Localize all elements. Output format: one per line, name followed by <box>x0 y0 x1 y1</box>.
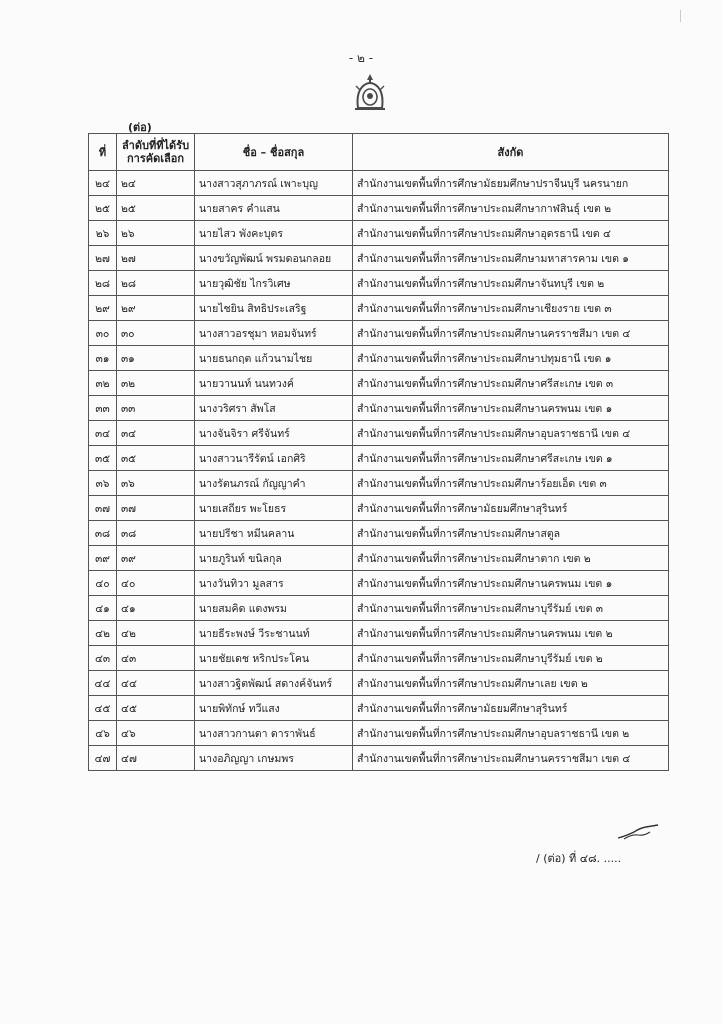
table-row <box>89 421 669 446</box>
row-number: ๒๔ <box>89 171 117 196</box>
row-rank: ๔๔ <box>117 671 195 696</box>
row-number: ๓๗ <box>89 496 117 521</box>
row-number: ๔๐ <box>89 571 117 596</box>
table-row <box>89 621 669 646</box>
row-number: ๓๒ <box>89 371 117 396</box>
row-number: ๒๖ <box>89 221 117 246</box>
table-row <box>89 446 669 471</box>
row-rank: ๒๙ <box>117 296 195 321</box>
row-affiliation: สำนักงานเขตพื้นที่การศึกษาประถมศึกษาศรีสะเกษ เขต ๑ <box>353 446 669 471</box>
row-affiliation: สำนักงานเขตพื้นที่การศึกษาประถมศึกษาบุรีรัมย์ เขต ๓ <box>353 596 669 621</box>
row-name: นางจันจิรา ศรีจันทร์ <box>195 421 353 446</box>
row-affiliation: สำนักงานเขตพื้นที่การศึกษาประถมศึกษากาฬสินธุ์ เขต ๒ <box>353 196 669 221</box>
row-number: ๔๕ <box>89 696 117 721</box>
row-number: ๔๔ <box>89 671 117 696</box>
row-affiliation: สำนักงานเขตพื้นที่การศึกษาประถมศึกษาจันทบุรี เขต ๒ <box>353 271 669 296</box>
row-name: นายธีระพงษ์ วีระชานนท์ <box>195 621 353 646</box>
table-row <box>89 321 669 346</box>
row-rank: ๓๑ <box>117 346 195 371</box>
table-row <box>89 721 669 746</box>
table-row <box>89 296 669 321</box>
header-no: ที่ <box>89 134 117 171</box>
row-affiliation: สำนักงานเขตพื้นที่การศึกษาประถมศึกษาปทุมธานี เขต ๑ <box>353 346 669 371</box>
table-row <box>89 546 669 571</box>
row-number: ๒๙ <box>89 296 117 321</box>
row-name: นางขวัญพัฒน์ พรมดอนกลอย <box>195 246 353 271</box>
header-name: ชื่อ – ชื่อสกุล <box>195 134 353 171</box>
row-rank: ๒๕ <box>117 196 195 221</box>
row-affiliation: สำนักงานเขตพื้นที่การศึกษาประถมศึกษามหาสารคาม เขต ๑ <box>353 246 669 271</box>
row-name: นายปรีชา หมีนคลาน <box>195 521 353 546</box>
row-rank: ๓๓ <box>117 396 195 421</box>
row-rank: ๓๘ <box>117 521 195 546</box>
header-affiliation: สังกัด <box>353 134 669 171</box>
corner-mark <box>680 10 681 22</box>
table-row <box>89 746 669 771</box>
row-affiliation: สำนักงานเขตพื้นที่การศึกษามัธยมศึกษาสุรินทร์ <box>353 696 669 721</box>
row-affiliation: สำนักงานเขตพื้นที่การศึกษาประถมศึกษาอุบลราชธานี เขต ๔ <box>353 421 669 446</box>
continued-label: (ต่อ) <box>128 121 152 134</box>
table-row <box>89 596 669 621</box>
row-affiliation: สำนักงานเขตพื้นที่การศึกษาประถมศึกษานครราชสีมา เขต ๔ <box>353 321 669 346</box>
signature-icon <box>616 822 660 842</box>
row-rank: ๓๗ <box>117 496 195 521</box>
row-affiliation: สำนักงานเขตพื้นที่การศึกษาประถมศึกษาร้อยเอ็ด เขต ๓ <box>353 471 669 496</box>
table-row <box>89 171 669 196</box>
row-rank: ๔๖ <box>117 721 195 746</box>
row-number: ๔๓ <box>89 646 117 671</box>
row-number: ๓๔ <box>89 421 117 446</box>
row-rank: ๔๒ <box>117 621 195 646</box>
ministry-emblem-icon <box>350 72 390 112</box>
row-rank: ๔๕ <box>117 696 195 721</box>
row-affiliation: สำนักงานเขตพื้นที่การศึกษาประถมศึกษาศรีสะเกษ เขต ๓ <box>353 371 669 396</box>
row-name: นายภูรินท์ ขนิลกุล <box>195 546 353 571</box>
row-name: นางสาวนารีรัตน์ เอกศิริ <box>195 446 353 471</box>
row-rank: ๒๗ <box>117 246 195 271</box>
row-affiliation: สำนักงานเขตพื้นที่การศึกษาประถมศึกษาเลย เขต ๒ <box>353 671 669 696</box>
row-number: ๓๕ <box>89 446 117 471</box>
row-number: ๒๕ <box>89 196 117 221</box>
row-number: ๔๖ <box>89 721 117 746</box>
table-row <box>89 196 669 221</box>
table-row <box>89 671 669 696</box>
row-rank: ๓๒ <box>117 371 195 396</box>
table-row <box>89 221 669 246</box>
row-name: นางสาวกานดา ดาราพันธ์ <box>195 721 353 746</box>
row-affiliation: สำนักงานเขตพื้นที่การศึกษาประถมศึกษาสตูล <box>353 521 669 546</box>
row-rank: ๒๖ <box>117 221 195 246</box>
row-affiliation: สำนักงานเขตพื้นที่การศึกษาประถมศึกษานครราชสีมา เขต ๔ <box>353 746 669 771</box>
row-number: ๓๙ <box>89 546 117 571</box>
table-row <box>89 571 669 596</box>
row-rank: ๓๔ <box>117 421 195 446</box>
row-name: นางอภิญญา เกษมพร <box>195 746 353 771</box>
row-number: ๓๓ <box>89 396 117 421</box>
table-header-row <box>89 134 669 171</box>
row-name: นางสาวสุภาภรณ์ เพาะบุญ <box>195 171 353 196</box>
row-number: ๓๐ <box>89 321 117 346</box>
row-name: นายธนกฤต แก้วนามไชย <box>195 346 353 371</box>
table-row <box>89 646 669 671</box>
row-rank: ๒๔ <box>117 171 195 196</box>
table-row <box>89 271 669 296</box>
row-affiliation: สำนักงานเขตพื้นที่การศึกษามัธยมศึกษาปราจีนบุรี นครนายก <box>353 171 669 196</box>
row-rank: ๓๐ <box>117 321 195 346</box>
row-number: ๓๑ <box>89 346 117 371</box>
row-affiliation: สำนักงานเขตพื้นที่การศึกษาประถมศึกษานครพนม เขต ๑ <box>353 571 669 596</box>
row-name: นายสาคร คำแสน <box>195 196 353 221</box>
row-name: นายวุฒิชัย ไกรวิเศษ <box>195 271 353 296</box>
table-row <box>89 496 669 521</box>
row-rank: ๓๙ <box>117 546 195 571</box>
row-rank: ๔๐ <box>117 571 195 596</box>
row-number: ๒๗ <box>89 246 117 271</box>
row-name: นางสาวอรชุมา หอมจันทร์ <box>195 321 353 346</box>
continuation-note: / (ต่อ) ที่ ๔๘. ..... <box>536 852 622 865</box>
row-affiliation: สำนักงานเขตพื้นที่การศึกษาประถมศึกษาบุรีรัมย์ เขต ๒ <box>353 646 669 671</box>
row-rank: ๓๕ <box>117 446 195 471</box>
row-affiliation: สำนักงานเขตพื้นที่การศึกษาประถมศึกษานครพนม เขต ๒ <box>353 621 669 646</box>
row-name: นายชัยเดช หริกประโคน <box>195 646 353 671</box>
row-name: นางสาวฐิตพัฒน์ สดางค์จันทร์ <box>195 671 353 696</box>
selection-table <box>88 133 669 771</box>
row-affiliation: สำนักงานเขตพื้นที่การศึกษามัธยมศึกษาสุรินทร์ <box>353 496 669 521</box>
row-rank: ๓๖ <box>117 471 195 496</box>
row-name: นายไชยิน สิทธิประเสริฐ <box>195 296 353 321</box>
row-name: นางวริศรา สัพโส <box>195 396 353 421</box>
page-number: - ๒ - <box>348 51 374 65</box>
row-rank: ๔๗ <box>117 746 195 771</box>
table-row <box>89 696 669 721</box>
row-affiliation: สำนักงานเขตพื้นที่การศึกษาประถมศึกษาอุดรธานี เขต ๔ <box>353 221 669 246</box>
header-rank: ลำดับที่ที่ได้รับการคัดเลือก <box>117 134 195 171</box>
row-rank: ๔๓ <box>117 646 195 671</box>
row-rank: ๒๘ <box>117 271 195 296</box>
row-affiliation: สำนักงานเขตพื้นที่การศึกษาประถมศึกษาอุบลราชธานี เขต ๒ <box>353 721 669 746</box>
row-number: ๒๘ <box>89 271 117 296</box>
table-row <box>89 346 669 371</box>
row-name: นายไสว พังคะบุตร <box>195 221 353 246</box>
row-rank: ๔๑ <box>117 596 195 621</box>
row-number: ๔๑ <box>89 596 117 621</box>
row-name: นางวันทิวา มูลสาร <box>195 571 353 596</box>
row-affiliation: สำนักงานเขตพื้นที่การศึกษาประถมศึกษาตาก เขต ๒ <box>353 546 669 571</box>
row-name: นายพิทักษ์ ทวีแสง <box>195 696 353 721</box>
table-row <box>89 521 669 546</box>
table-row <box>89 371 669 396</box>
table-body <box>89 171 669 771</box>
row-name: นายวานนท์ นนทวงค์ <box>195 371 353 396</box>
table-row <box>89 396 669 421</box>
row-affiliation: สำนักงานเขตพื้นที่การศึกษาประถมศึกษาเชียงราย เขต ๓ <box>353 296 669 321</box>
row-number: ๓๖ <box>89 471 117 496</box>
row-name: นางรัตนภรณ์ กัญญาคำ <box>195 471 353 496</box>
table-row <box>89 246 669 271</box>
table-row <box>89 471 669 496</box>
row-number: ๔๗ <box>89 746 117 771</box>
row-name: นายเสถียร พะโยธร <box>195 496 353 521</box>
row-number: ๔๒ <box>89 621 117 646</box>
row-name: นายสมคิด แดงพรม <box>195 596 353 621</box>
row-number: ๓๘ <box>89 521 117 546</box>
row-affiliation: สำนักงานเขตพื้นที่การศึกษาประถมศึกษานครพนม เขต ๑ <box>353 396 669 421</box>
